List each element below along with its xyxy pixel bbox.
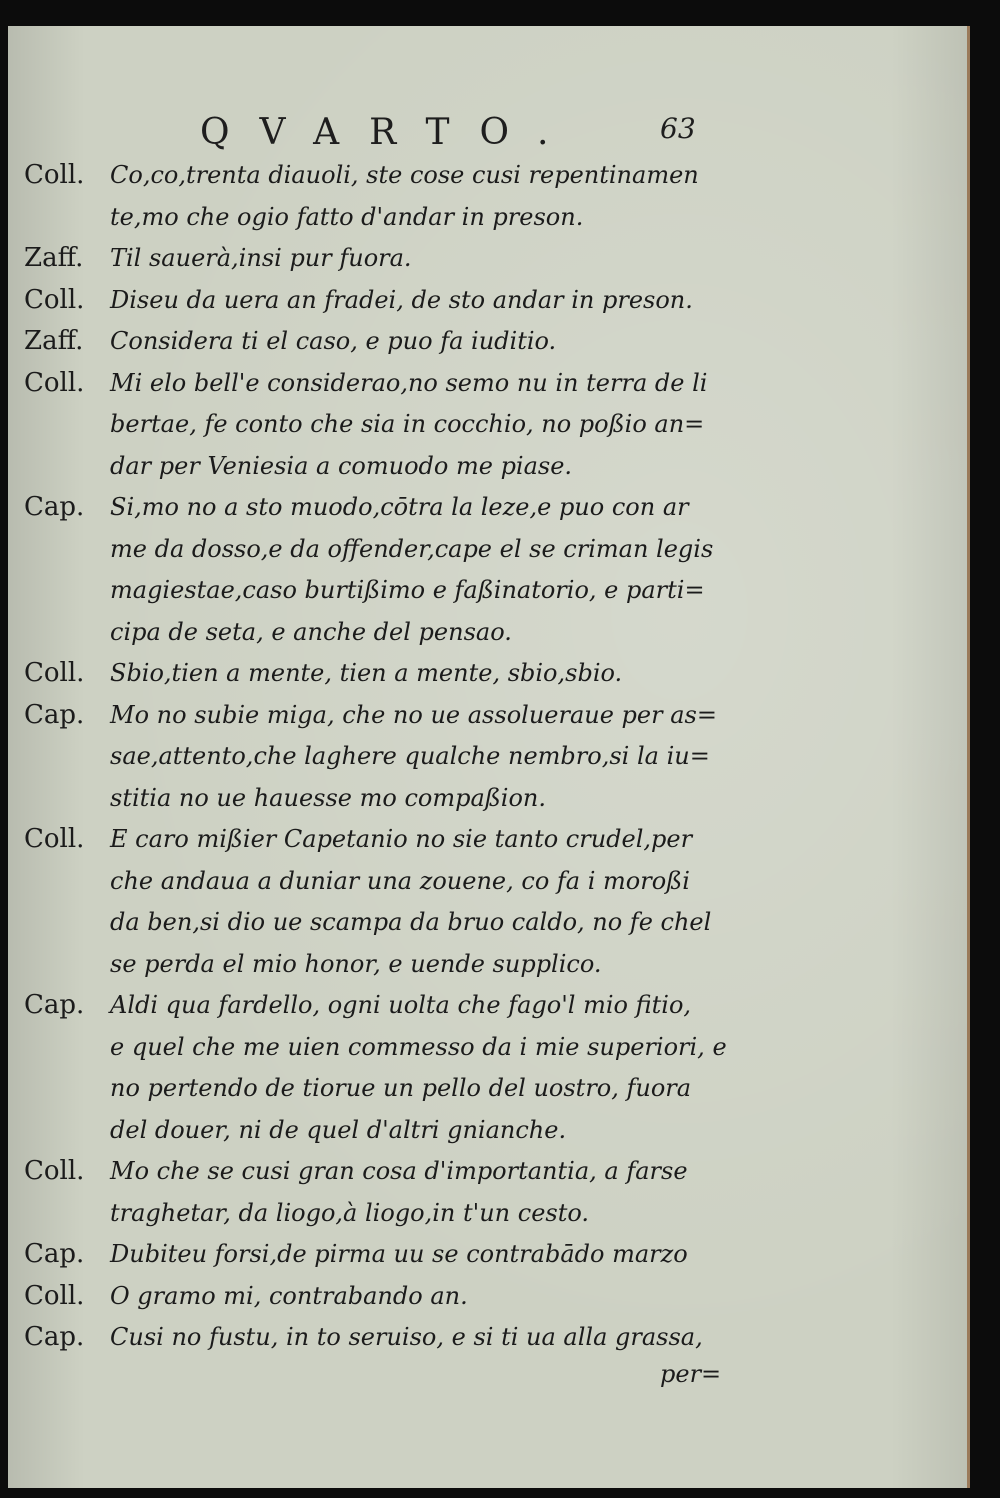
speech-line: cipa de seta, e anche del pensao.: [110, 617, 512, 646]
speaker-name: Coll.: [24, 1280, 85, 1311]
speech-line: dar per Veniesia a comuodo me piase.: [110, 451, 573, 480]
speech-line: Til sauerà,insi pur fuora.: [110, 244, 412, 272]
speaker-name: Coll.: [24, 160, 85, 190]
speaker-name: Zaff.: [24, 243, 84, 273]
speech-line: da ben,si dio ue scampa da bruo caldo, no fe chel: [110, 908, 712, 936]
speaker-name: Cap.: [24, 492, 85, 522]
speaker-name: Coll.: [24, 1156, 85, 1186]
speech-line: che andaua a duniar una zouene, co fa i moroßi: [110, 866, 690, 895]
speech-line: del douer, ni de quel d'altri gnianche.: [110, 1115, 567, 1144]
speaker-name: Cap.: [24, 990, 85, 1020]
speech-line: Mo che se cusi gran cosa d'importantia, a farse: [110, 1157, 688, 1185]
speaker-name: Cap.: [24, 1239, 85, 1269]
speech-line: Aldi qua fardello, ogni uolta che fago'l mio fitio,: [110, 991, 692, 1019]
speech-line: Considera ti el caso, e puo fa iuditio.: [110, 327, 557, 355]
speaker-name: Coll.: [24, 367, 85, 398]
speech-line: se perda el mio honor, e uende supplico.: [110, 949, 602, 978]
speech-line: Co,co,trenta diauoli, ste cose cusi repentinamen: [110, 161, 699, 189]
speech-line: sae,attento,che laghere qualche nembro,si la iu=: [110, 742, 710, 770]
speech-line: Sbio,tien a mente, tien a mente, sbio,sbio.: [110, 659, 623, 687]
speech-line: no pertendo de tiorue un pello del uostro, fuora: [110, 1074, 692, 1102]
speech-line: bertae, fe conto che sia in cocchio, no poßio an=: [110, 410, 705, 438]
speech-line: Mo no subie miga, che no ue assolueraue per as=: [110, 700, 717, 729]
speech-line: traghetar, da liogo,à liogo,in t'un cesto.: [110, 1198, 590, 1227]
speaker-name: Cap.: [24, 1322, 85, 1352]
speech-line: O gramo mi, contrabando an.: [110, 1281, 468, 1310]
running-title: QVARTO.: [200, 112, 579, 153]
running-header: [200, 112, 740, 156]
speaker-name: Cap.: [24, 699, 85, 730]
speech-line: E caro mißier Capetanio no sie tanto crudel,per: [110, 825, 693, 853]
speaker-name: Coll.: [24, 658, 85, 688]
catchword: per=: [660, 1360, 722, 1388]
speech-line: stitia no ue hauesse mo compaßion.: [110, 783, 547, 812]
speech-line: Dubiteu forsi,de pirma uu se contrabādo marzo: [110, 1240, 688, 1268]
speech-line: te,mo che ogio fatto d'andar in preson.: [110, 202, 584, 231]
speech-line: me da dosso,e da offender,cape el se criman legis: [110, 534, 714, 563]
speech-line: Cusi no fustu, in to seruiso, e si ti ua alla grassa,: [110, 1323, 703, 1351]
speech-line: magiestae,caso burtißimo e faßinatorio, e parti=: [110, 576, 705, 604]
speech-line: Diseu da uera an fradei, de sto andar in preson.: [110, 285, 693, 314]
speaker-name: Coll.: [24, 284, 85, 315]
page-number: 63: [660, 112, 696, 145]
speech-line: e quel che me uien commesso da i mie superiori, e: [110, 1032, 727, 1061]
speaker-name: Coll.: [24, 824, 85, 854]
speech-line: Mi elo bell'e considerao,no semo nu in terra de li: [110, 368, 708, 397]
speech-line: Si,mo no a sto muodo,cōtra la leze,e puo con ar: [110, 493, 689, 521]
speaker-name: Zaff.: [24, 326, 84, 356]
